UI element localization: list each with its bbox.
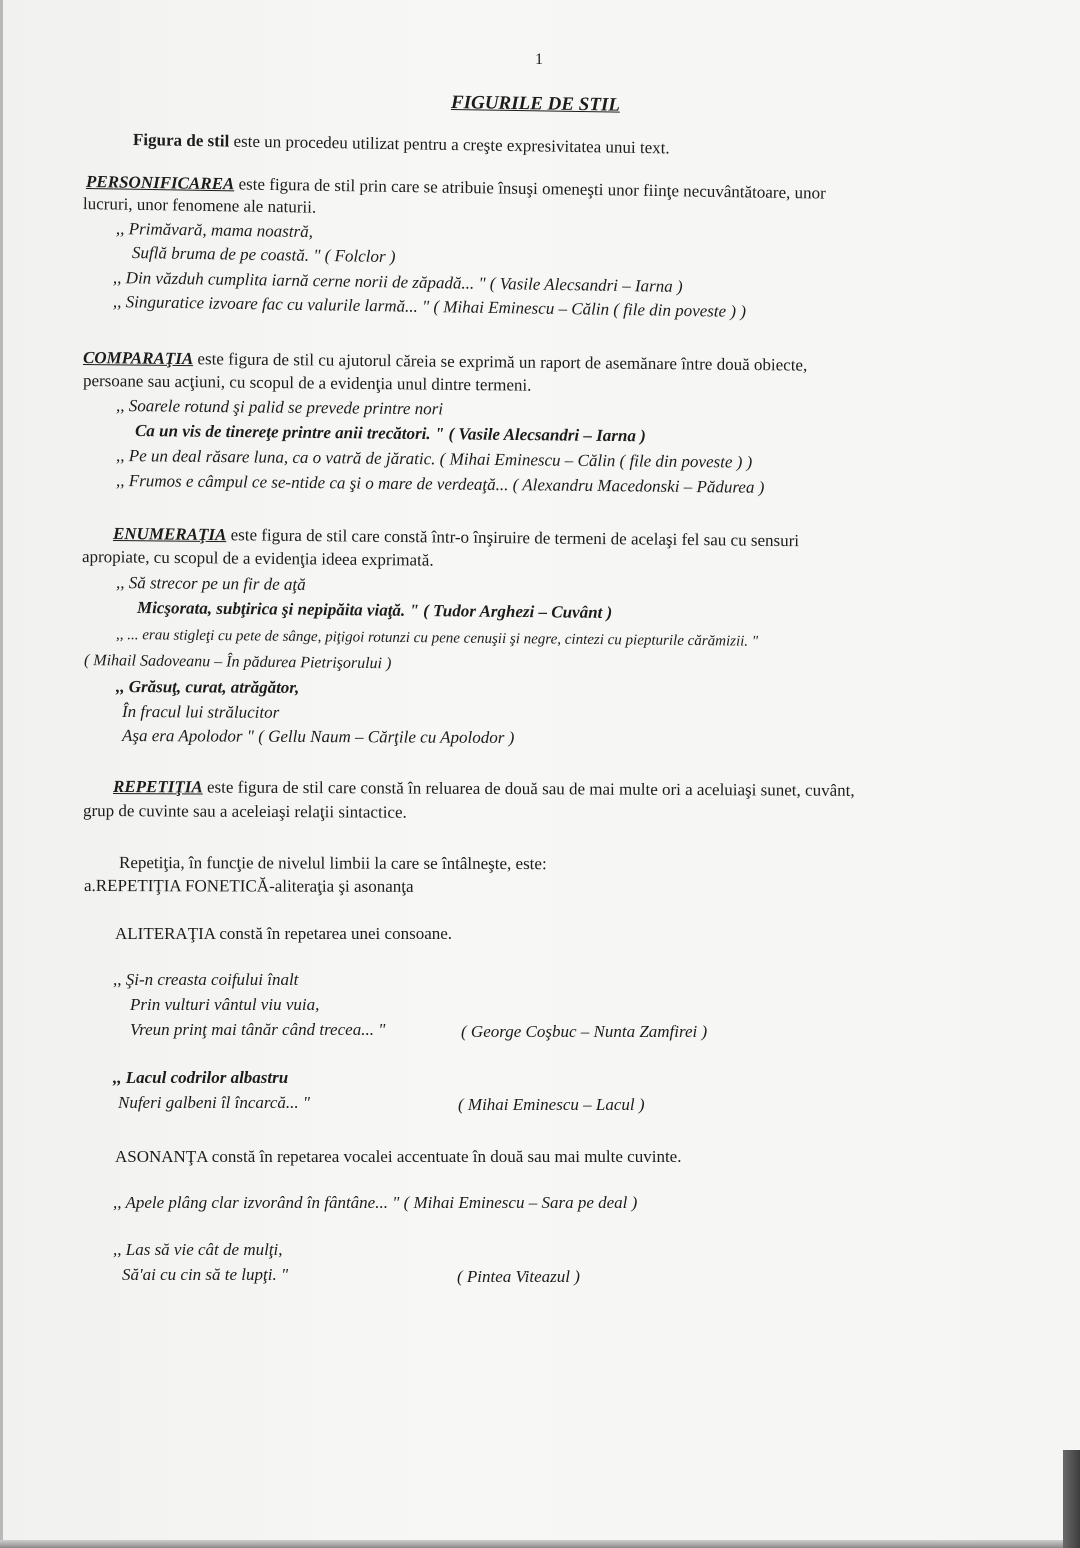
page-edge-bottom	[0, 1540, 1063, 1548]
intro-term: Figura de stil	[132, 130, 230, 151]
repetitia-level-a: a.REPETIŢIA FONETICĂ-aliteraţia şi asonanţa	[83, 876, 414, 896]
example-line: ,, Soarele rotund şi palid se prevede printre nori	[115, 396, 444, 419]
example-line: În fracul lui strălucitor	[121, 702, 280, 722]
page-title: FIGURILE DE STIL	[450, 92, 621, 116]
definition-text: este figura de stil care constă în reluarea de două sau de mai multe ori a aceluiaşi sunet, cuvânt,	[202, 777, 855, 800]
section-heading-comparatia: COMPARAŢIA	[82, 348, 194, 369]
example-line: ,, Şi-n creasta coifului înalt	[113, 970, 299, 989]
example-line: ,, Frumos e câmpul ce se-ntide ca şi o mare de verdeaţă... ( Alexandru Macedonski – Pădurea )	[115, 471, 765, 497]
definition-text: este figura de stil cu ajutorul căreia se exprimă un raport de asemănare între două obiecte,	[193, 349, 808, 375]
example-line: ,, Din văzduh cumplita iarnă cerne norii de zăpadă... " ( Vasile Alecsandri – Iarna )	[112, 268, 683, 296]
page-edge-shadow	[1063, 1450, 1080, 1548]
example-line: ,, Pe un deal răsare luna, ca o vatră de jăratic. ( Mihai Eminescu – Călin ( file din poveste ) )	[115, 446, 753, 472]
example-source: ( Pintea Viteazul )	[457, 1267, 580, 1286]
page-edge-left	[0, 0, 3, 1548]
repetitia-levels-intro: Repetiţia, în funcţie de nivelul limbii la care se întâlneşte, este:	[118, 853, 547, 874]
section-heading-repetitia: REPETIŢIA	[112, 777, 203, 797]
example-line: Aşa era Apolodor " ( Gellu Naum – Cărţile cu Apolodor )	[121, 726, 515, 748]
example-line: Să'ai cu cin să te lupţi. "	[122, 1265, 289, 1284]
example-line: Vreun prinţ mai tânăr când trecea... "	[130, 1020, 386, 1039]
asonanta-definition: ASONANŢA constă în repetarea vocalei accentuate în două sau mai multe cuvinte.	[115, 1147, 682, 1166]
example-line: ,, ... erau stigleţi cu pete de sânge, piţigoi rotunzi cu pene cenuşii şi negre, cintezi cu piepturile cărămizii. "	[115, 627, 759, 650]
example-source: ( Mihai Eminescu – Lacul )	[458, 1095, 645, 1114]
example-line: Suflă bruma de pe coastă. " ( Folclor )	[131, 243, 396, 267]
intro-paragraph	[133, 130, 670, 158]
definition-text: este figura de stil prin care se atribuie însuşi omeneşti unor fiinţe necuvântătoare, unor	[234, 174, 826, 203]
example-source: ( Mihail Sadoveanu – În pădurea Pietrişorului )	[83, 652, 392, 673]
example-line: Prin vulturi vântul viu vuia,	[130, 995, 320, 1014]
page-number: 1	[535, 51, 543, 68]
example-source: ( George Coşbuc – Nunta Zamfirei )	[461, 1022, 708, 1041]
intro-text: este un procedeu utilizat pentru a creşte expresivitatea unui text.	[229, 131, 670, 158]
aliteratia-definition: ALITERAŢIA constă în repetarea unei consoane.	[115, 924, 453, 943]
definition-text: grup de cuvinte sau a aceleiaşi relaţii sintactice.	[82, 801, 407, 822]
repetitia-definition	[113, 777, 855, 801]
definition-text: este figura de stil care constă într-o înşiruire de termeni de acelaşi fel sau cu sensuri	[226, 525, 800, 551]
section-heading-enumeratia: ENUMERAŢIA	[112, 524, 227, 545]
example-line: ,, Las să vie cât de mulţi,	[113, 1240, 283, 1259]
example-line: ,, Să strecor pe un fir de aţă	[115, 573, 306, 594]
definition-text: lucruri, unor fenomene ale naturii.	[82, 194, 317, 217]
example-line: ,, Lacul codrilor albastru	[113, 1068, 289, 1087]
definition-text: apropiate, cu scopul de a evidenţia ideea exprimată.	[81, 547, 434, 570]
example-line: ,, Primăvară, mama noastră,	[115, 219, 314, 242]
definition-text: persoane sau acţiuni, cu scopul de a evidenţia unul dintre termeni.	[82, 371, 532, 395]
section-heading-personificarea: PERSONIFICAREA	[85, 172, 235, 194]
enumeratia-definition	[113, 524, 799, 551]
example-line: ,, Apele plâng clar izvorând în fântâne... " ( Mihai Eminescu – Sara pe deal )	[113, 1193, 638, 1212]
example-line: ,, Grăsuţ, curat, atrăgător,	[115, 677, 300, 697]
example-line: Ca un vis de tinereţe printre anii trecători. " ( Vasile Alecsandri – Iarna )	[134, 421, 646, 446]
example-line: Nuferi galbeni îl încarcă... "	[118, 1093, 311, 1112]
example-line: Micşorata, subţirica şi nepipăita viaţă. " ( Tudor Arghezi – Cuvânt )	[136, 598, 613, 622]
example-line: ,, Singuratice izvoare fac cu valurile larmă... " ( Mihai Eminescu – Călin ( file din poveste ) )	[112, 292, 747, 321]
